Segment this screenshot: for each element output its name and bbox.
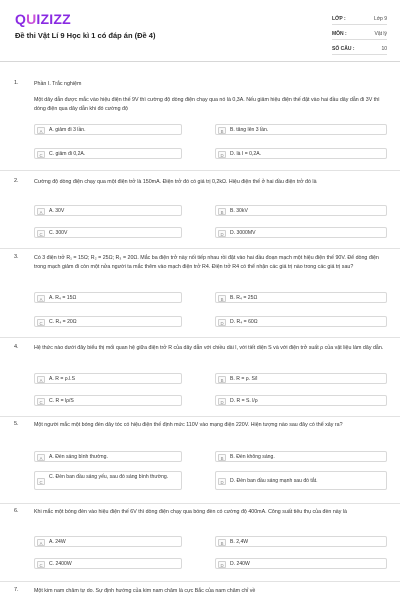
- page-title: Đề thi Vật Lí 9 Học kì 1 có đáp án (Đề 4): [15, 31, 156, 40]
- question-text: Một dây dẫn được mắc vào hiệu điện thế 9V thì cường độ dòng điện chạy qua nó là 0,3A. Nếu giảm hiệu điện thế đặt vào hai đầu dây dẫn đi 3V thì dòng điện qua dây dẫn khi đó cường độ: [34, 97, 380, 112]
- option-a[interactable]: [34, 451, 182, 462]
- option-text: A. Đèn sáng bình thường.: [49, 454, 108, 460]
- option-d[interactable]: [215, 316, 387, 327]
- option-text: D. R = S. l/ρ: [230, 398, 258, 404]
- option-a[interactable]: [34, 536, 182, 547]
- option-letter: D: [218, 319, 226, 326]
- option-text: D. Đèn ban đầu sáng mạnh sau đó tắt.: [230, 478, 318, 484]
- divider: [0, 170, 400, 171]
- option-letter: C: [37, 478, 45, 485]
- question-number: 2.: [14, 178, 19, 184]
- divider: [0, 581, 400, 582]
- option-letter: B: [218, 295, 226, 302]
- meta-count-value: 10: [381, 46, 387, 52]
- divider: [0, 337, 400, 338]
- option-letter: C: [37, 398, 45, 405]
- option-letter: D: [218, 151, 226, 158]
- option-text: C. R₄ = 20Ω: [49, 319, 77, 325]
- option-letter: B: [218, 454, 226, 461]
- option-text: A. R = ρ.l.S: [49, 376, 75, 382]
- option-letter: D: [218, 561, 226, 568]
- option-c[interactable]: [34, 227, 182, 238]
- option-letter: A: [37, 376, 45, 383]
- divider: [0, 416, 400, 417]
- option-c[interactable]: [34, 471, 182, 490]
- option-text: C. giảm đi 0,2A.: [49, 151, 86, 157]
- option-a[interactable]: [34, 124, 182, 135]
- option-text: A. 30V: [49, 208, 65, 214]
- section-title: Phần I. Trắc nghiệm: [34, 81, 82, 87]
- meta-subject-value: Vật lý: [374, 31, 387, 37]
- option-c[interactable]: [34, 395, 182, 406]
- option-d[interactable]: [215, 558, 387, 569]
- worksheet-header: [0, 0, 400, 62]
- option-b[interactable]: [215, 124, 387, 135]
- option-b[interactable]: [215, 373, 387, 384]
- option-letter: C: [37, 319, 45, 326]
- option-text: C. 300V: [49, 230, 68, 236]
- option-text: D. là I = 0,2A.: [230, 151, 262, 157]
- question-number: 4.: [14, 344, 19, 350]
- option-letter: A: [37, 454, 45, 461]
- option-text: B. Đèn không sáng.: [230, 454, 275, 460]
- option-letter: B: [218, 376, 226, 383]
- option-text: C. Đèn ban đầu sáng yếu, sau đó sáng bình thường.: [49, 474, 169, 480]
- meta-grade-label: LỚP :: [332, 16, 346, 22]
- divider: [0, 503, 400, 504]
- meta-grade: [332, 16, 387, 22]
- option-b[interactable]: [215, 205, 387, 216]
- option-text: C. R = lρ/S: [49, 398, 74, 404]
- question-text: Hệ thức nào dưới đây biểu thị mối quan hệ giữa điện trở R của dây dẫn với chiều dài l, với tiết diện S và với điện trở suất ρ của vật liệu làm dây dẫn.: [34, 345, 384, 351]
- option-text: A. R₄ = 15Ω: [49, 295, 77, 301]
- option-letter: D: [218, 478, 226, 485]
- option-letter: C: [37, 230, 45, 237]
- meta-grade-value: Lớp 9: [373, 16, 387, 22]
- question-text: Một kim nam châm tự do. Sự định hướng của kim nam châm là cực Bắc của nam châm chỉ về: [34, 588, 256, 594]
- option-letter: A: [37, 208, 45, 215]
- option-c[interactable]: [34, 558, 182, 569]
- option-letter: B: [218, 127, 226, 134]
- option-letter: D: [218, 230, 226, 237]
- option-text: C. 2400W: [49, 561, 72, 567]
- question-number: 3.: [14, 254, 19, 260]
- question-number: 1.: [14, 80, 19, 86]
- option-text: D. R₄ = 60Ω: [230, 319, 258, 325]
- option-text: D. 3000MV: [230, 230, 256, 236]
- question-text: Một người mắc một bóng đèn dây tóc có hiệu điện thế định mức 110V vào mạng điện 220V. Hiện tượng nào sau đây có thể xảy ra?: [34, 422, 343, 428]
- option-text: B. R = ρ. S/l: [230, 376, 258, 382]
- option-letter: A: [37, 539, 45, 546]
- option-letter: C: [37, 561, 45, 568]
- option-text: B. R₄ = 25Ω: [230, 295, 258, 301]
- divider: [0, 248, 400, 249]
- option-text: D. 240W: [230, 561, 250, 567]
- quizizz-logo: QUIZIZZ: [15, 11, 71, 27]
- option-letter: B: [218, 539, 226, 546]
- option-letter: D: [218, 398, 226, 405]
- question-text: Khi mắc một bóng đèn vào hiệu điện thế 6V thì dòng điện chạy qua bóng đèn có cường độ 400mA. Công suất tiêu thụ của đèn này là: [34, 509, 347, 515]
- question-number: 7.: [14, 587, 19, 593]
- option-a[interactable]: [34, 373, 182, 384]
- question-text: Cường độ dòng điện chạy qua một điện trở là 150mA. Điện trở đó có giá trị 0,2kΩ. Hiệu điện thế ở hai đầu điện trở đó là: [34, 179, 317, 185]
- option-text: B. tăng lên 3 lần.: [230, 127, 269, 133]
- option-text: A. 24W: [49, 539, 66, 545]
- option-c[interactable]: [34, 316, 182, 327]
- option-letter: A: [37, 127, 45, 134]
- option-b[interactable]: [215, 292, 387, 303]
- question-number: 6.: [14, 508, 19, 514]
- option-text: A. giảm đi 3 lần.: [49, 127, 86, 133]
- meta-count-label: SỐ CÂU :: [332, 46, 355, 52]
- option-d[interactable]: [215, 227, 387, 238]
- option-a[interactable]: [34, 205, 182, 216]
- option-letter: B: [218, 208, 226, 215]
- option-d[interactable]: [215, 395, 387, 406]
- question-number: 5.: [14, 421, 19, 427]
- option-letter: A: [37, 295, 45, 302]
- option-letter: C: [37, 151, 45, 158]
- option-d[interactable]: [215, 148, 387, 159]
- meta-count: [332, 46, 387, 52]
- meta-subject-label: MÔN :: [332, 31, 347, 37]
- option-a[interactable]: [34, 292, 182, 303]
- meta-subject: [332, 31, 387, 37]
- option-text: B. 2,4W: [230, 539, 249, 545]
- option-text: B. 30kV: [230, 208, 248, 214]
- option-b[interactable]: [215, 536, 387, 547]
- question-text: Có 3 điện trở R₁ = 15Ω; R₂ = 25Ω; R₃ = 20Ω. Mắc ba điện trở này nối tiếp nhau rồi đặt vào hai đầu đoạn mạch một hiệu điện thế 90V. Để dòng điện trong mạch giảm đi còn một nửa người ta mắc thêm vào mạch điện trở R4. Điện trở R4 có thể nhận các giá trị nào trong các giá trị sau?: [34, 255, 379, 270]
- option-b[interactable]: [215, 451, 387, 462]
- option-d[interactable]: [215, 471, 387, 490]
- option-c[interactable]: [34, 148, 182, 159]
